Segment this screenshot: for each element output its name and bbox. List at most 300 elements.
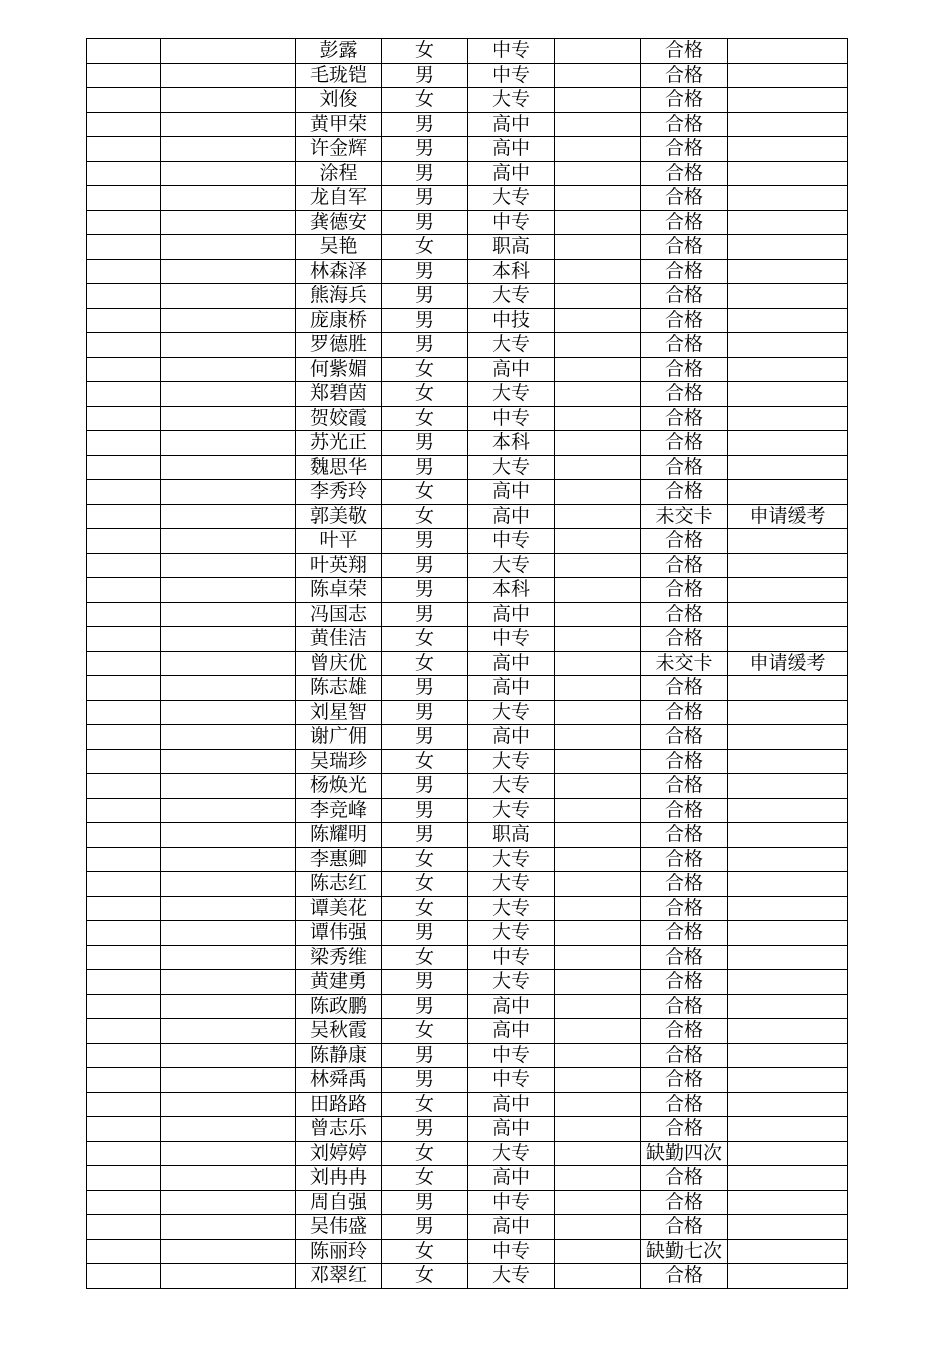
gender-cell[interactable]: 女 [382,88,468,113]
blank-cell-2[interactable] [555,553,641,578]
gender-cell[interactable]: 女 [382,896,468,921]
blank-cell-2[interactable] [555,945,641,970]
blank-cell-2[interactable] [555,112,641,137]
blank-cell-2[interactable] [555,504,641,529]
blank-cell-2[interactable] [555,1068,641,1093]
blank-cell[interactable] [161,308,296,333]
result-cell[interactable]: 合格 [641,1166,728,1191]
blank-cell-2[interactable] [555,627,641,652]
gender-cell[interactable]: 女 [382,627,468,652]
blank-cell[interactable] [161,1264,296,1289]
blank-cell-2[interactable] [555,1190,641,1215]
education-cell[interactable]: 高中 [468,1117,555,1142]
blank-cell-2[interactable] [555,186,641,211]
education-cell[interactable]: 高中 [468,994,555,1019]
gender-cell[interactable]: 男 [382,161,468,186]
name-cell[interactable]: 刘俊 [296,88,382,113]
index-cell[interactable] [87,235,161,260]
index-cell[interactable] [87,357,161,382]
note-cell[interactable] [728,921,848,946]
result-cell[interactable]: 未交卡 [641,504,728,529]
name-cell[interactable]: 吴伟盛 [296,1215,382,1240]
note-cell[interactable] [728,798,848,823]
blank-cell-2[interactable] [555,896,641,921]
name-cell[interactable]: 涂程 [296,161,382,186]
result-cell[interactable]: 合格 [641,823,728,848]
name-cell[interactable]: 林舜禹 [296,1068,382,1093]
gender-cell[interactable]: 女 [382,749,468,774]
gender-cell[interactable]: 男 [382,529,468,554]
index-cell[interactable] [87,382,161,407]
blank-cell-2[interactable] [555,1117,641,1142]
note-cell[interactable] [728,872,848,897]
index-cell[interactable] [87,112,161,137]
note-cell[interactable] [728,725,848,750]
name-cell[interactable]: 龚德安 [296,210,382,235]
index-cell[interactable] [87,847,161,872]
name-cell[interactable]: 龙自军 [296,186,382,211]
result-cell[interactable]: 合格 [641,431,728,456]
gender-cell[interactable]: 男 [382,578,468,603]
index-cell[interactable] [87,284,161,309]
index-cell[interactable] [87,210,161,235]
note-cell[interactable] [728,308,848,333]
education-cell[interactable]: 大专 [468,284,555,309]
index-cell[interactable] [87,578,161,603]
gender-cell[interactable]: 男 [382,725,468,750]
name-cell[interactable]: 贺姣霞 [296,406,382,431]
gender-cell[interactable]: 女 [382,1166,468,1191]
note-cell[interactable] [728,1092,848,1117]
note-cell[interactable] [728,1068,848,1093]
note-cell[interactable] [728,480,848,505]
name-cell[interactable]: 刘星智 [296,700,382,725]
gender-cell[interactable]: 女 [382,1264,468,1289]
gender-cell[interactable]: 女 [382,1141,468,1166]
name-cell[interactable]: 叶平 [296,529,382,554]
gender-cell[interactable]: 男 [382,308,468,333]
result-cell[interactable]: 合格 [641,1117,728,1142]
result-cell[interactable]: 合格 [641,39,728,64]
result-cell[interactable]: 合格 [641,1092,728,1117]
index-cell[interactable] [87,39,161,64]
index-cell[interactable] [87,1190,161,1215]
gender-cell[interactable]: 男 [382,455,468,480]
education-cell[interactable]: 中专 [468,1068,555,1093]
blank-cell[interactable] [161,161,296,186]
name-cell[interactable]: 许金辉 [296,137,382,162]
index-cell[interactable] [87,945,161,970]
education-cell[interactable]: 高中 [468,161,555,186]
blank-cell-2[interactable] [555,431,641,456]
education-cell[interactable]: 大专 [468,700,555,725]
name-cell[interactable]: 李惠卿 [296,847,382,872]
education-cell[interactable]: 大专 [468,186,555,211]
name-cell[interactable]: 陈卓荣 [296,578,382,603]
education-cell[interactable]: 中专 [468,627,555,652]
note-cell[interactable] [728,1141,848,1166]
gender-cell[interactable]: 男 [382,774,468,799]
education-cell[interactable]: 高中 [468,480,555,505]
gender-cell[interactable]: 男 [382,798,468,823]
name-cell[interactable]: 邓翠红 [296,1264,382,1289]
blank-cell-2[interactable] [555,1019,641,1044]
gender-cell[interactable]: 女 [382,1092,468,1117]
result-cell[interactable]: 合格 [641,921,728,946]
note-cell[interactable] [728,700,848,725]
blank-cell-2[interactable] [555,210,641,235]
name-cell[interactable]: 郑碧茵 [296,382,382,407]
result-cell[interactable]: 合格 [641,970,728,995]
blank-cell[interactable] [161,798,296,823]
blank-cell[interactable] [161,357,296,382]
index-cell[interactable] [87,504,161,529]
note-cell[interactable] [728,1215,848,1240]
gender-cell[interactable]: 女 [382,406,468,431]
blank-cell-2[interactable] [555,333,641,358]
index-cell[interactable] [87,1092,161,1117]
result-cell[interactable]: 合格 [641,357,728,382]
blank-cell-2[interactable] [555,1264,641,1289]
blank-cell-2[interactable] [555,308,641,333]
index-cell[interactable] [87,1264,161,1289]
note-cell[interactable] [728,553,848,578]
result-cell[interactable]: 合格 [641,725,728,750]
note-cell[interactable] [728,357,848,382]
education-cell[interactable]: 高中 [468,1215,555,1240]
name-cell[interactable]: 魏思华 [296,455,382,480]
blank-cell[interactable] [161,774,296,799]
education-cell[interactable]: 大专 [468,872,555,897]
education-cell[interactable]: 职高 [468,823,555,848]
gender-cell[interactable]: 男 [382,186,468,211]
gender-cell[interactable]: 男 [382,700,468,725]
education-cell[interactable]: 大专 [468,970,555,995]
blank-cell[interactable] [161,872,296,897]
name-cell[interactable]: 郭美敬 [296,504,382,529]
index-cell[interactable] [87,1043,161,1068]
gender-cell[interactable]: 男 [382,333,468,358]
blank-cell[interactable] [161,431,296,456]
gender-cell[interactable]: 男 [382,284,468,309]
name-cell[interactable]: 谭伟强 [296,921,382,946]
gender-cell[interactable]: 女 [382,651,468,676]
education-cell[interactable]: 大专 [468,774,555,799]
blank-cell-2[interactable] [555,602,641,627]
result-cell[interactable]: 合格 [641,210,728,235]
blank-cell-2[interactable] [555,357,641,382]
education-cell[interactable]: 中技 [468,308,555,333]
blank-cell-2[interactable] [555,63,641,88]
index-cell[interactable] [87,602,161,627]
index-cell[interactable] [87,553,161,578]
blank-cell[interactable] [161,945,296,970]
blank-cell-2[interactable] [555,725,641,750]
blank-cell-2[interactable] [555,1166,641,1191]
gender-cell[interactable]: 女 [382,847,468,872]
blank-cell[interactable] [161,578,296,603]
blank-cell-2[interactable] [555,39,641,64]
blank-cell[interactable] [161,333,296,358]
education-cell[interactable]: 高中 [468,725,555,750]
index-cell[interactable] [87,749,161,774]
note-cell[interactable] [728,455,848,480]
name-cell[interactable]: 曾志乐 [296,1117,382,1142]
result-cell[interactable]: 合格 [641,235,728,260]
gender-cell[interactable]: 女 [382,382,468,407]
education-cell[interactable]: 中专 [468,406,555,431]
name-cell[interactable]: 田路路 [296,1092,382,1117]
blank-cell-2[interactable] [555,578,641,603]
blank-cell[interactable] [161,970,296,995]
education-cell[interactable]: 高中 [468,137,555,162]
index-cell[interactable] [87,1141,161,1166]
education-cell[interactable]: 大专 [468,1141,555,1166]
blank-cell-2[interactable] [555,1239,641,1264]
blank-cell-2[interactable] [555,1215,641,1240]
education-cell[interactable]: 高中 [468,651,555,676]
education-cell[interactable]: 中专 [468,1043,555,1068]
result-cell[interactable]: 合格 [641,529,728,554]
result-cell[interactable]: 合格 [641,578,728,603]
index-cell[interactable] [87,406,161,431]
name-cell[interactable]: 曾庆优 [296,651,382,676]
note-cell[interactable] [728,406,848,431]
note-cell[interactable] [728,284,848,309]
gender-cell[interactable]: 男 [382,970,468,995]
blank-cell[interactable] [161,823,296,848]
name-cell[interactable]: 熊海兵 [296,284,382,309]
note-cell[interactable] [728,112,848,137]
name-cell[interactable]: 彭露 [296,39,382,64]
note-cell[interactable] [728,994,848,1019]
index-cell[interactable] [87,333,161,358]
note-cell[interactable] [728,1117,848,1142]
blank-cell[interactable] [161,504,296,529]
note-cell[interactable] [728,823,848,848]
education-cell[interactable]: 大专 [468,382,555,407]
gender-cell[interactable]: 女 [382,480,468,505]
note-cell[interactable] [728,63,848,88]
blank-cell[interactable] [161,749,296,774]
index-cell[interactable] [87,259,161,284]
education-cell[interactable]: 高中 [468,1019,555,1044]
gender-cell[interactable]: 女 [382,357,468,382]
index-cell[interactable] [87,921,161,946]
gender-cell[interactable]: 男 [382,1190,468,1215]
note-cell[interactable] [728,676,848,701]
note-cell[interactable] [728,970,848,995]
result-cell[interactable]: 合格 [641,480,728,505]
name-cell[interactable]: 陈志雄 [296,676,382,701]
blank-cell[interactable] [161,1068,296,1093]
index-cell[interactable] [87,137,161,162]
result-cell[interactable]: 合格 [641,945,728,970]
index-cell[interactable] [87,1215,161,1240]
education-cell[interactable]: 大专 [468,333,555,358]
note-cell[interactable] [728,847,848,872]
blank-cell-2[interactable] [555,774,641,799]
result-cell[interactable]: 合格 [641,749,728,774]
blank-cell[interactable] [161,896,296,921]
index-cell[interactable] [87,1117,161,1142]
blank-cell-2[interactable] [555,259,641,284]
result-cell[interactable]: 缺勤七次 [641,1239,728,1264]
index-cell[interactable] [87,529,161,554]
note-cell[interactable] [728,602,848,627]
education-cell[interactable]: 中专 [468,529,555,554]
name-cell[interactable]: 林森泽 [296,259,382,284]
note-cell[interactable] [728,1264,848,1289]
blank-cell[interactable] [161,235,296,260]
blank-cell[interactable] [161,210,296,235]
index-cell[interactable] [87,774,161,799]
education-cell[interactable]: 本科 [468,578,555,603]
name-cell[interactable]: 罗德胜 [296,333,382,358]
education-cell[interactable]: 大专 [468,553,555,578]
blank-cell-2[interactable] [555,994,641,1019]
gender-cell[interactable]: 女 [382,39,468,64]
result-cell[interactable]: 合格 [641,1043,728,1068]
index-cell[interactable] [87,627,161,652]
blank-cell-2[interactable] [555,406,641,431]
blank-cell[interactable] [161,1166,296,1191]
note-cell[interactable] [728,1019,848,1044]
blank-cell-2[interactable] [555,529,641,554]
note-cell[interactable] [728,774,848,799]
name-cell[interactable]: 杨焕光 [296,774,382,799]
gender-cell[interactable]: 男 [382,676,468,701]
education-cell[interactable]: 中专 [468,63,555,88]
note-cell[interactable] [728,259,848,284]
blank-cell-2[interactable] [555,651,641,676]
note-cell[interactable] [728,749,848,774]
note-cell[interactable] [728,161,848,186]
blank-cell[interactable] [161,137,296,162]
education-cell[interactable]: 中专 [468,945,555,970]
gender-cell[interactable]: 女 [382,1239,468,1264]
gender-cell[interactable]: 男 [382,602,468,627]
name-cell[interactable]: 黄建勇 [296,970,382,995]
education-cell[interactable]: 高中 [468,504,555,529]
note-cell[interactable] [728,235,848,260]
gender-cell[interactable]: 女 [382,1019,468,1044]
result-cell[interactable]: 合格 [641,382,728,407]
result-cell[interactable]: 合格 [641,1068,728,1093]
education-cell[interactable]: 中专 [468,210,555,235]
blank-cell[interactable] [161,921,296,946]
blank-cell[interactable] [161,847,296,872]
blank-cell-2[interactable] [555,970,641,995]
name-cell[interactable]: 毛珑铠 [296,63,382,88]
education-cell[interactable]: 高中 [468,676,555,701]
blank-cell[interactable] [161,994,296,1019]
education-cell[interactable]: 大专 [468,455,555,480]
name-cell[interactable]: 刘冉冉 [296,1166,382,1191]
index-cell[interactable] [87,994,161,1019]
result-cell[interactable]: 合格 [641,1264,728,1289]
blank-cell[interactable] [161,1141,296,1166]
note-cell[interactable]: 申请缓考 [728,651,848,676]
result-cell[interactable]: 合格 [641,847,728,872]
blank-cell-2[interactable] [555,284,641,309]
education-cell[interactable]: 高中 [468,112,555,137]
blank-cell[interactable] [161,259,296,284]
education-cell[interactable]: 职高 [468,235,555,260]
blank-cell[interactable] [161,651,296,676]
blank-cell-2[interactable] [555,798,641,823]
gender-cell[interactable]: 男 [382,210,468,235]
result-cell[interactable]: 缺勤四次 [641,1141,728,1166]
result-cell[interactable]: 合格 [641,112,728,137]
note-cell[interactable] [728,896,848,921]
blank-cell-2[interactable] [555,1092,641,1117]
blank-cell[interactable] [161,602,296,627]
index-cell[interactable] [87,88,161,113]
education-cell[interactable]: 大专 [468,798,555,823]
index-cell[interactable] [87,455,161,480]
index-cell[interactable] [87,308,161,333]
result-cell[interactable]: 合格 [641,259,728,284]
index-cell[interactable] [87,480,161,505]
result-cell[interactable]: 合格 [641,872,728,897]
gender-cell[interactable]: 女 [382,235,468,260]
blank-cell-2[interactable] [555,700,641,725]
result-cell[interactable]: 合格 [641,553,728,578]
blank-cell-2[interactable] [555,1043,641,1068]
gender-cell[interactable]: 男 [382,1215,468,1240]
blank-cell[interactable] [161,88,296,113]
name-cell[interactable]: 陈耀明 [296,823,382,848]
name-cell[interactable]: 何紫媚 [296,357,382,382]
gender-cell[interactable]: 男 [382,259,468,284]
result-cell[interactable]: 合格 [641,333,728,358]
blank-cell-2[interactable] [555,88,641,113]
name-cell[interactable]: 吴艳 [296,235,382,260]
note-cell[interactable] [728,137,848,162]
gender-cell[interactable]: 男 [382,1068,468,1093]
education-cell[interactable]: 大专 [468,749,555,774]
result-cell[interactable]: 合格 [641,137,728,162]
blank-cell-2[interactable] [555,872,641,897]
index-cell[interactable] [87,970,161,995]
blank-cell[interactable] [161,284,296,309]
result-cell[interactable]: 合格 [641,627,728,652]
blank-cell-2[interactable] [555,137,641,162]
blank-cell[interactable] [161,1019,296,1044]
name-cell[interactable]: 吴瑞珍 [296,749,382,774]
education-cell[interactable]: 本科 [468,259,555,284]
gender-cell[interactable]: 男 [382,823,468,848]
note-cell[interactable] [728,1043,848,1068]
note-cell[interactable] [728,945,848,970]
gender-cell[interactable]: 男 [382,1117,468,1142]
blank-cell[interactable] [161,382,296,407]
gender-cell[interactable]: 女 [382,504,468,529]
name-cell[interactable]: 谭美花 [296,896,382,921]
result-cell[interactable]: 合格 [641,186,728,211]
result-cell[interactable]: 合格 [641,406,728,431]
education-cell[interactable]: 大专 [468,921,555,946]
note-cell[interactable] [728,1166,848,1191]
result-cell[interactable]: 合格 [641,88,728,113]
index-cell[interactable] [87,823,161,848]
name-cell[interactable]: 苏光正 [296,431,382,456]
blank-cell[interactable] [161,529,296,554]
result-cell[interactable]: 未交卡 [641,651,728,676]
gender-cell[interactable]: 女 [382,872,468,897]
note-cell[interactable] [728,1190,848,1215]
